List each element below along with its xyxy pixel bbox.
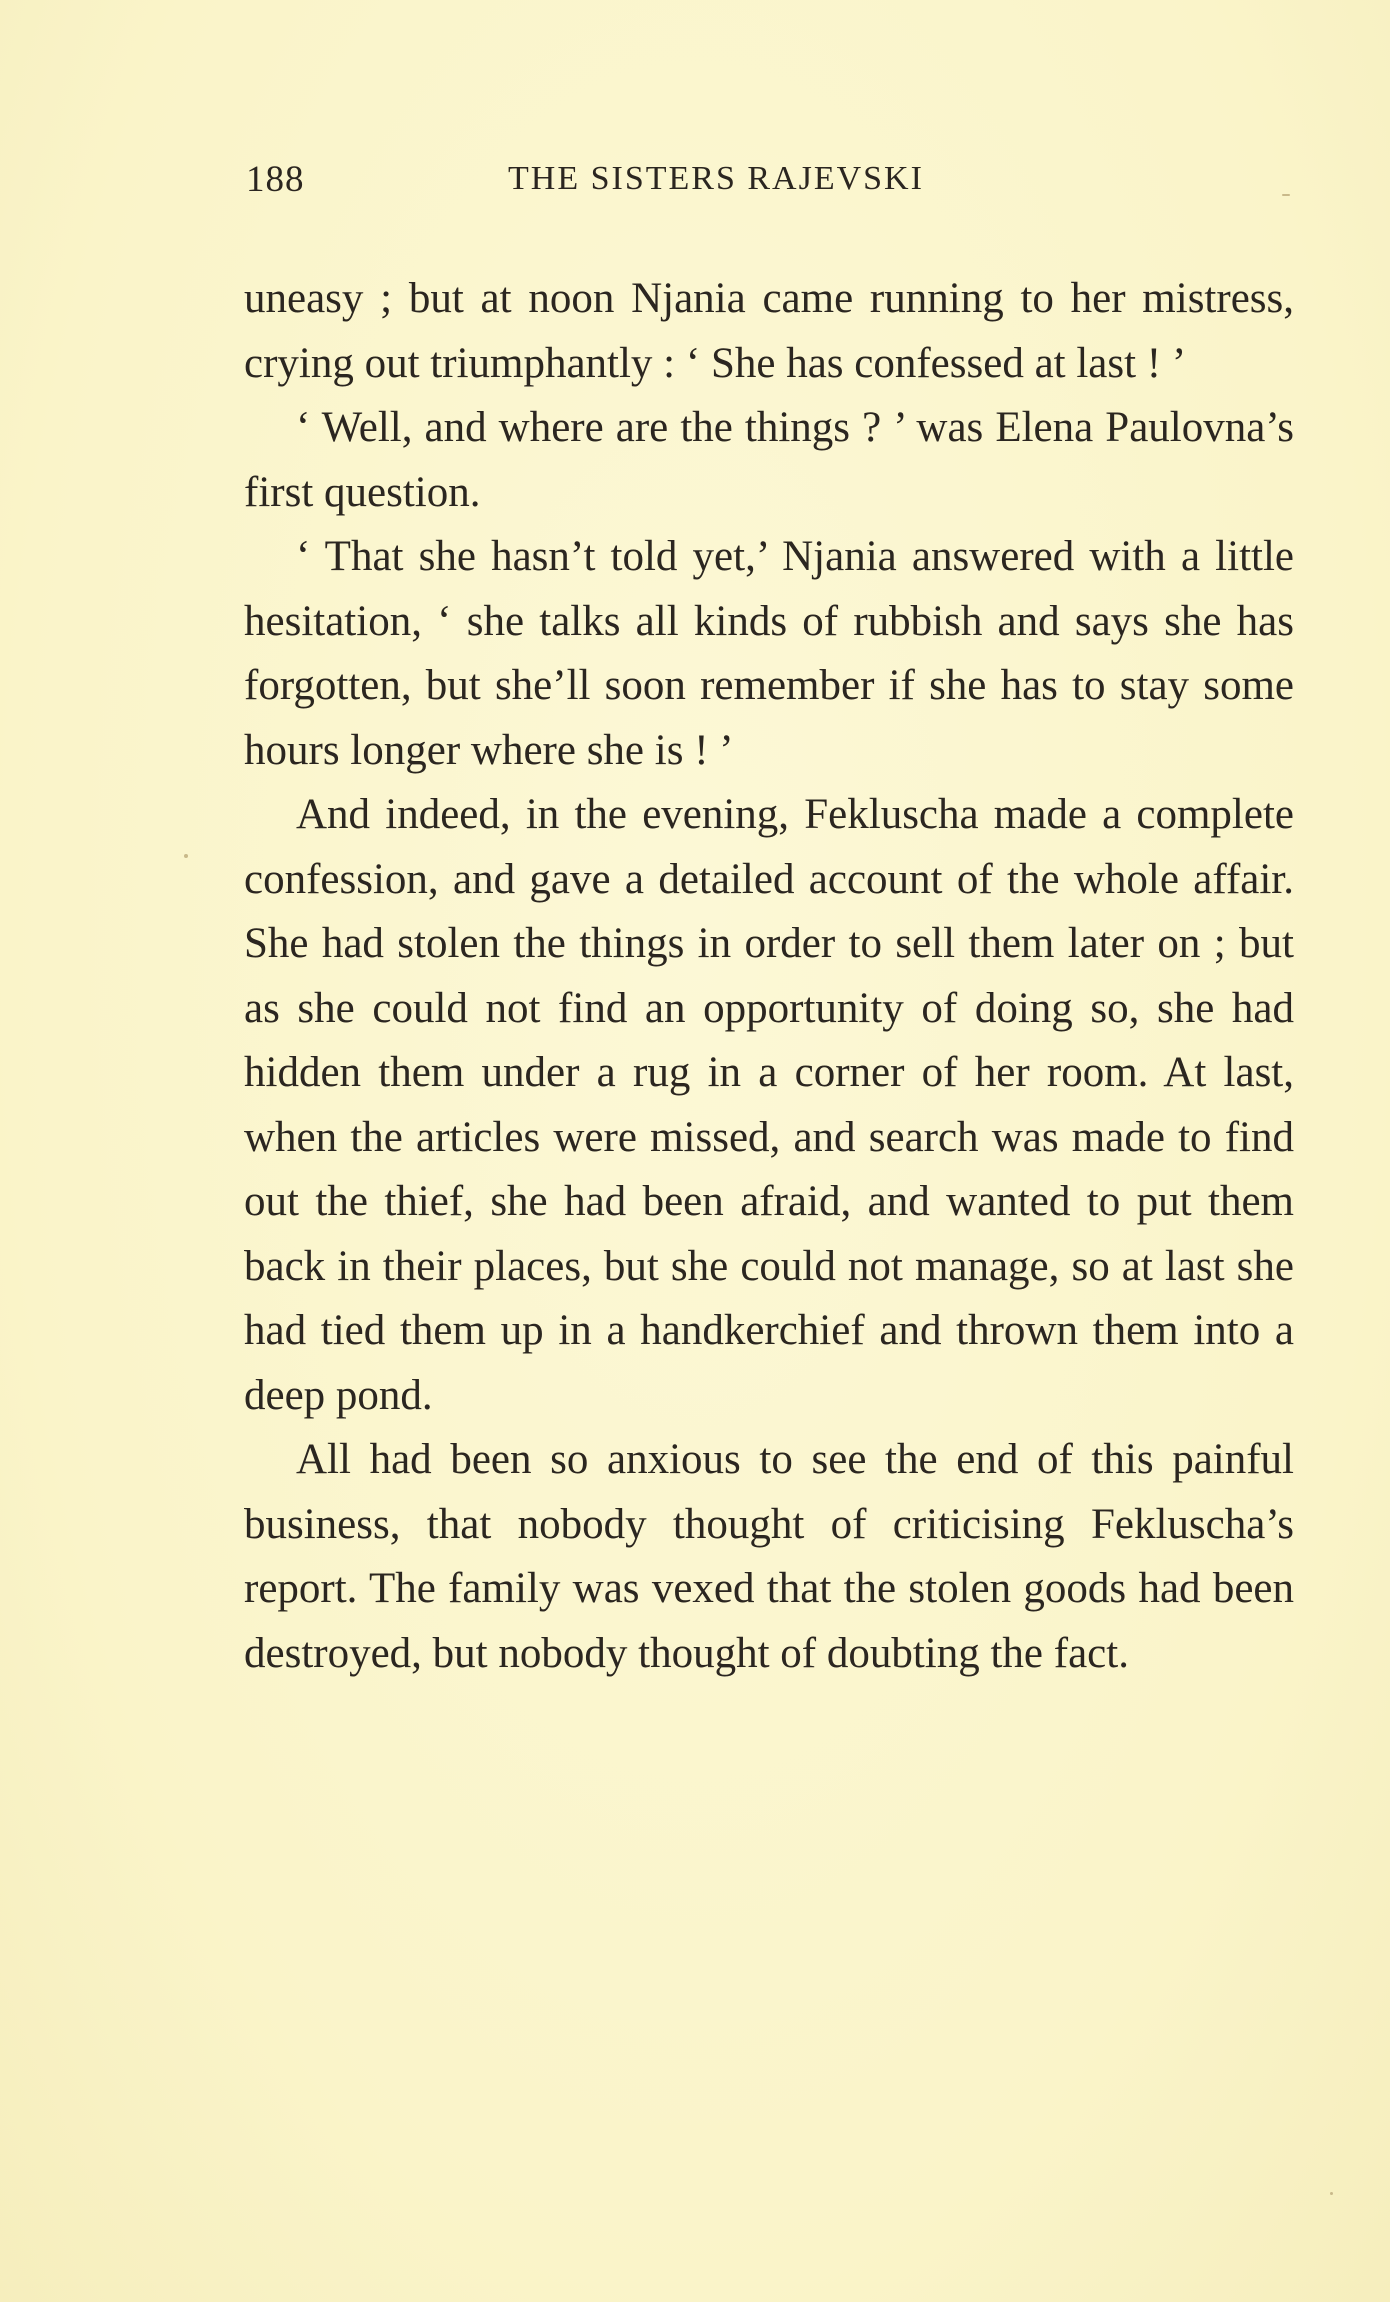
- running-title: THE SISTERS RAJEVSKI: [508, 160, 924, 197]
- paragraph-3: ‘ That she hasn’t told yet,’ Njania answered with a little hesitation, ‘ she talks all kinds of rubbish and says she has forgotten, but she’ll soon remember if she has to stay some hours longer where she is ! ’: [244, 533, 1294, 774]
- paragraph-4: And indeed, in the evening, Fekluscha made a complete confession, and gave a detailed account of the whole affair. She had stolen the things in order to sell them later on ; but as she could not find an opportunity of doing so, she had hidden them under a rug in a corner of her room. At last, when the articles were missed, and search was made to find out the thief, she had been afraid, and wanted to put them back in their places, but she could not manage, so at last she had tied them up in a handkerchief and thrown them into a deep pond.: [244, 791, 1294, 1419]
- paragraph-2: ‘ Well, and where are the things ? ’ was Elena Paulovna’s first question.: [244, 404, 1294, 516]
- body-text: [244, 267, 1294, 1686]
- page-header: [246, 158, 1026, 218]
- paper-speck: [1330, 2192, 1333, 2195]
- paragraph-1: uneasy ; but at noon Njania came running to her mistress, crying out triumphantly : ‘ She has confessed at last ! ’: [244, 275, 1294, 387]
- paper-speck: [1282, 194, 1290, 196]
- paper-speck: [184, 854, 188, 858]
- page-number: 188: [246, 159, 305, 200]
- paragraph-5: All had been so anxious to see the end of this painful business, that nobody thought of criticising Fekluscha’s report. The family was vexed that the stolen goods had been destroyed, but nobody thought of doubting the fact.: [244, 1436, 1294, 1677]
